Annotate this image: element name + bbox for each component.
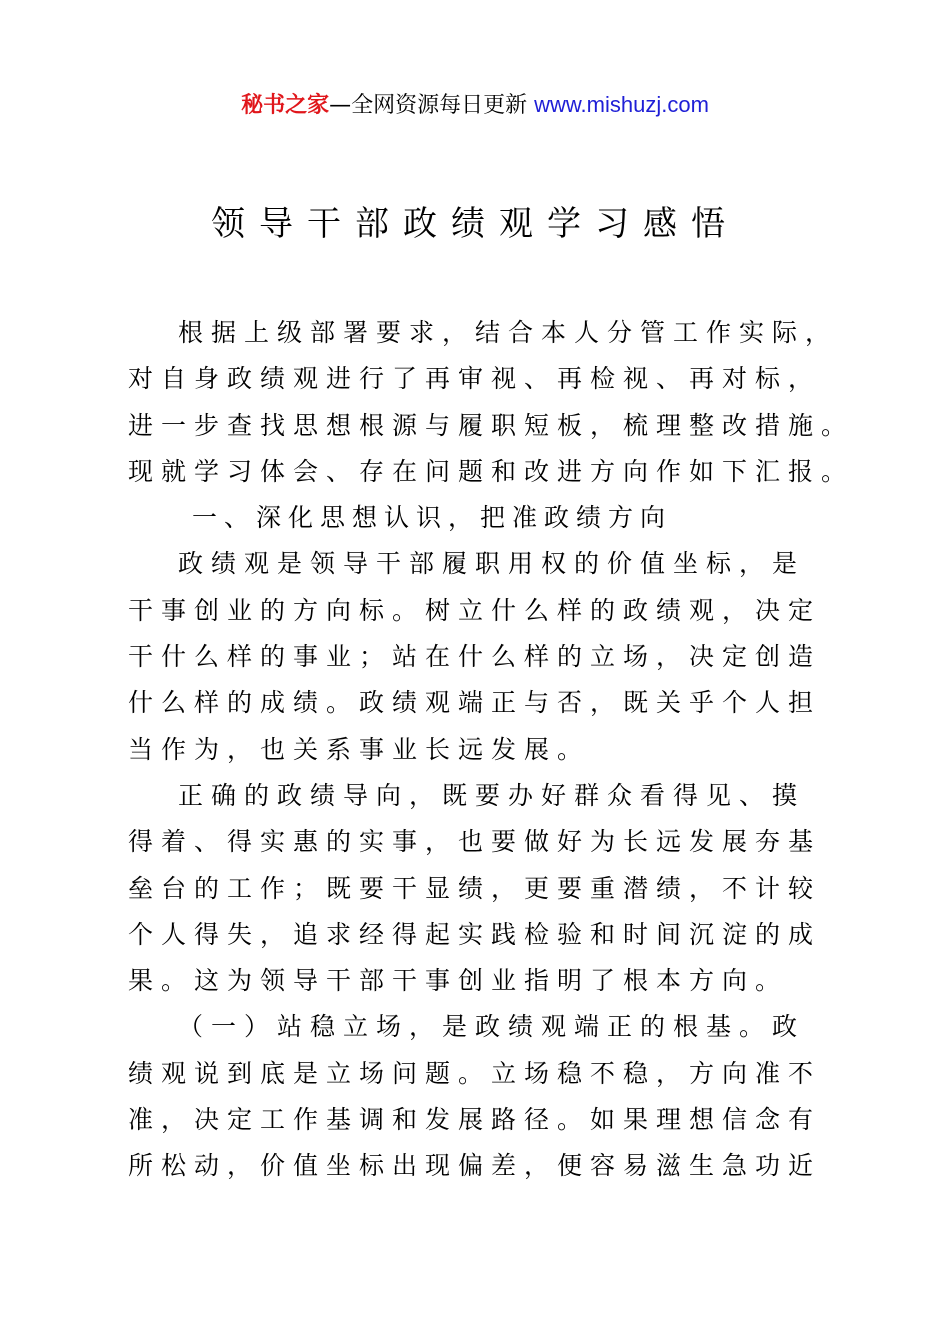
paragraph-line: 根据上级部署要求，结合本人分管工作实际， <box>178 318 839 347</box>
section-heading: 一、深化思想认识，把准政绩方向 <box>192 503 673 533</box>
site-header <box>0 88 950 119</box>
document-title: 领导干部政绩观学习感悟 <box>211 204 739 244</box>
paragraph-line: 正确的政绩导向，既要办好群众看得见、摸 <box>178 780 806 810</box>
document-body <box>128 310 855 1190</box>
paragraph-line: 所松动，价值坐标出现偏差，便容易滋生急功近 <box>128 1151 822 1181</box>
paragraph-line: 得着、得实惠的实事，也要做好为长远发展夯基 <box>128 827 822 857</box>
paragraph-line: 绩观说到底是立场问题。立场稳不稳，方向准不 <box>128 1058 822 1088</box>
paragraph-line: 什么样的成绩。政绩观端正与否，既关乎个人担 <box>128 688 822 718</box>
paragraph-line: 对自身政绩观进行了再审视、再检视、再对标， <box>128 364 822 394</box>
paragraph-line: 政绩观是领导干部履职用权的价值坐标，是 <box>178 549 806 579</box>
paragraph-line: 个人得失，追求经得起实践检验和时间沉淀的成 <box>128 919 822 949</box>
paragraph-line: 垒台的工作；既要干显绩，更要重潜绩，不计较 <box>128 873 822 903</box>
paragraph-line: 进一步查找思想根源与履职短板，梳理整改措施。 <box>128 410 855 440</box>
paragraph-line: 当作为，也关系事业长远发展。 <box>128 734 591 764</box>
paragraph-line: 现就学习体会、存在问题和改进方向作如下汇报。 <box>128 456 855 486</box>
site-url[interactable]: www.mishuzj.com <box>534 92 709 117</box>
paragraph-line: 果。这为领导干部干事创业指明了根本方向。 <box>128 966 789 996</box>
paragraph-line: 干事创业的方向标。树立什么样的政绩观，决定 <box>128 595 822 625</box>
site-tagline: —全网资源每日更新 <box>329 93 535 118</box>
paragraph-line: 准，决定工作基调和发展路径。如果理想信念有 <box>128 1105 822 1135</box>
site-brand: 秘书之家 <box>241 93 330 118</box>
paragraph-line: （一）站稳立场，是政绩观端正的根基。政 <box>178 1012 806 1042</box>
paragraph-line: 干什么样的事业；站在什么样的立场，决定创造 <box>128 642 822 672</box>
